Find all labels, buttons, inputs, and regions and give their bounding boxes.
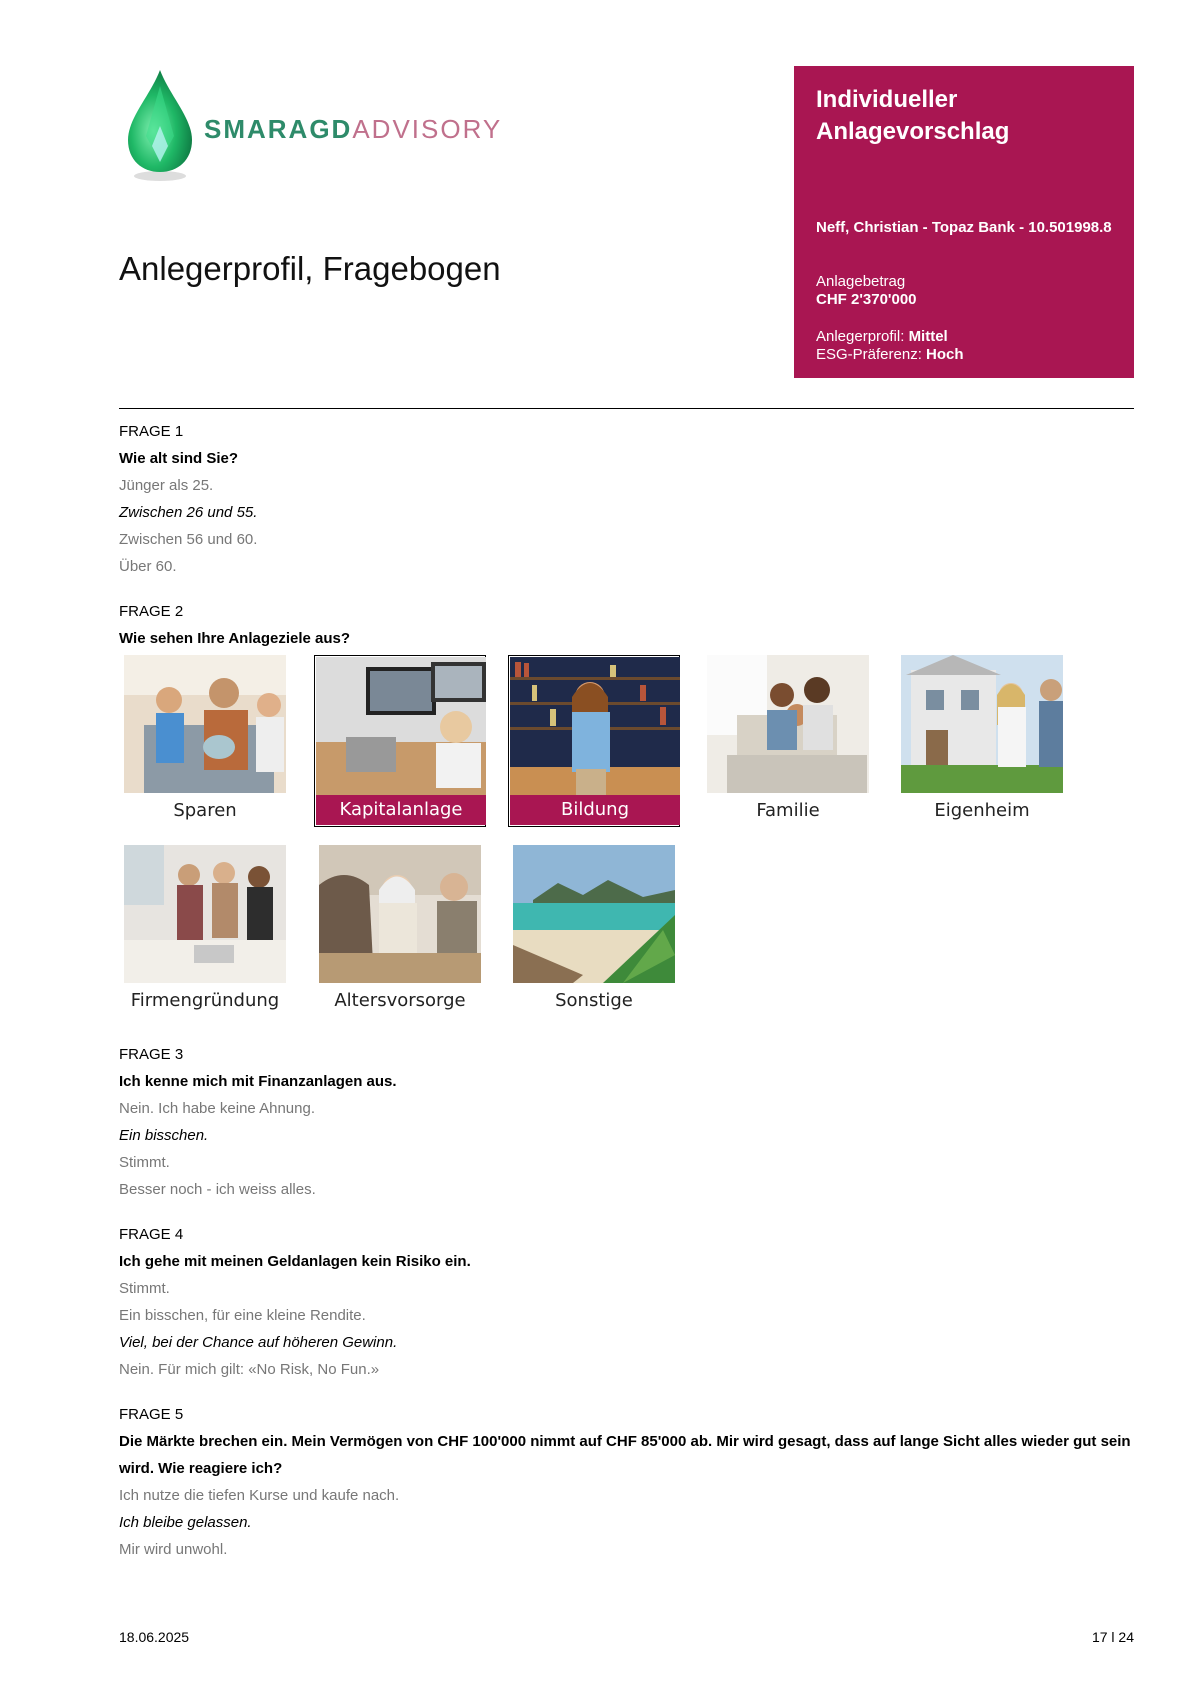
answer-option-selected: Ein bisschen.	[119, 1127, 209, 1144]
goal-tile-eigenheim	[896, 655, 1068, 827]
company-logo	[120, 66, 503, 186]
goal-tile-sonstige	[508, 845, 680, 1017]
answer-option: Besser noch - ich weiss alles.	[119, 1181, 316, 1198]
question-text: Ich gehe mit meinen Geldanlagen kein Risiko ein.	[119, 1253, 471, 1270]
answer-option: Stimmt.	[119, 1154, 170, 1171]
goal-label: Altersvorsorge	[334, 990, 466, 1011]
firmengruendung-photo	[124, 845, 286, 983]
bildung-photo	[510, 657, 680, 795]
answer-option: Jünger als 25.	[119, 477, 214, 494]
page-title: Anlegerprofil, Fragebogen	[119, 250, 501, 287]
amount-value: CHF 2'370'000	[816, 291, 917, 308]
question-text: Die Märkte brechen ein. Mein Vermögen von CHF 100'000 nimmt auf CHF 85'000 ab. Mir wird gesagt, dass auf lange Sicht alles wieder gut sein wird. Wie reagiere ich?	[119, 1433, 1131, 1477]
question-number: FRAGE 1	[119, 423, 184, 440]
question-text: Wie alt sind Sie?	[119, 450, 239, 467]
emerald-gem-icon	[120, 66, 200, 186]
question-number: FRAGE 5	[119, 1406, 184, 1423]
question-4	[119, 1221, 1139, 1383]
goal-label: Sonstige	[555, 990, 633, 1011]
investor-profile: Anlegerprofil: Mittel ESG-Präferenz: Hoch	[816, 328, 964, 363]
info-box-title: Individueller Anlagevorschlag	[816, 86, 1010, 145]
brand-name: SMARAGDADVISORY	[204, 114, 503, 144]
profile-value: Mittel	[908, 328, 948, 345]
goal-tile-bildung	[508, 655, 680, 827]
esg-value: Hoch	[926, 346, 964, 363]
investment-amount: Anlagebetrag CHF 2'370'000	[816, 273, 917, 308]
goal-label: Sparen	[173, 800, 237, 821]
question-1	[119, 418, 1139, 580]
goal-label: Kapitalanlage	[316, 795, 486, 825]
answer-option: Mir wird unwohl.	[119, 1541, 228, 1558]
goal-grid	[119, 655, 1134, 1023]
familie-photo	[707, 655, 869, 793]
answer-option: Stimmt.	[119, 1280, 170, 1297]
goal-label: Bildung	[510, 795, 680, 825]
question-number: FRAGE 3	[119, 1046, 184, 1063]
answer-option: Zwischen 56 und 60.	[119, 531, 258, 548]
answer-option: Nein. Ich habe keine Ahnung.	[119, 1100, 315, 1117]
answer-option-selected: Ich bleibe gelassen.	[119, 1514, 252, 1531]
question-text: Wie sehen Ihre Anlageziele aus?	[119, 630, 351, 647]
question-number: FRAGE 2	[119, 603, 184, 620]
client-reference: Neff, Christian - Topaz Bank - 10.501998.8	[816, 219, 1112, 236]
question-3	[119, 1041, 1139, 1203]
sparen-photo	[124, 655, 286, 793]
eigenheim-photo	[901, 655, 1063, 793]
goal-tile-sparen	[119, 655, 291, 827]
answer-option-selected: Viel, bei der Chance auf höheren Gewinn.	[119, 1334, 398, 1351]
proposal-info-box	[794, 66, 1134, 378]
footer-date: 18.06.2025	[119, 1629, 190, 1645]
goal-tile-kapitalanlage	[314, 655, 486, 827]
kapitalanlage-photo	[316, 657, 486, 795]
goal-label: Eigenheim	[934, 800, 1030, 821]
answer-option: Ein bisschen, für eine kleine Rendite.	[119, 1307, 366, 1324]
altersvorsorge-photo	[319, 845, 481, 983]
page-number: 17 l 24	[1091, 1629, 1134, 1645]
question-2	[119, 598, 1139, 1023]
goal-tile-altersvorsorge	[314, 845, 486, 1017]
question-5	[119, 1401, 1139, 1563]
goal-tile-familie	[702, 655, 874, 827]
answer-option: Ich nutze die tiefen Kurse und kaufe nach.	[119, 1487, 400, 1504]
answer-option-selected: Zwischen 26 und 55.	[119, 504, 258, 521]
answer-option: Über 60.	[119, 558, 177, 575]
goal-label: Firmengründung	[130, 990, 280, 1011]
goal-label: Familie	[756, 800, 820, 821]
questionnaire	[119, 418, 1139, 1581]
divider	[119, 408, 1134, 409]
sonstige-photo	[513, 845, 675, 983]
goal-tile-firmengruendung	[119, 845, 291, 1017]
question-text: Ich kenne mich mit Finanzanlagen aus.	[119, 1073, 397, 1090]
answer-option: Nein. Für mich gilt: «No Risk, No Fun.»	[119, 1361, 380, 1378]
question-number: FRAGE 4	[119, 1226, 184, 1243]
